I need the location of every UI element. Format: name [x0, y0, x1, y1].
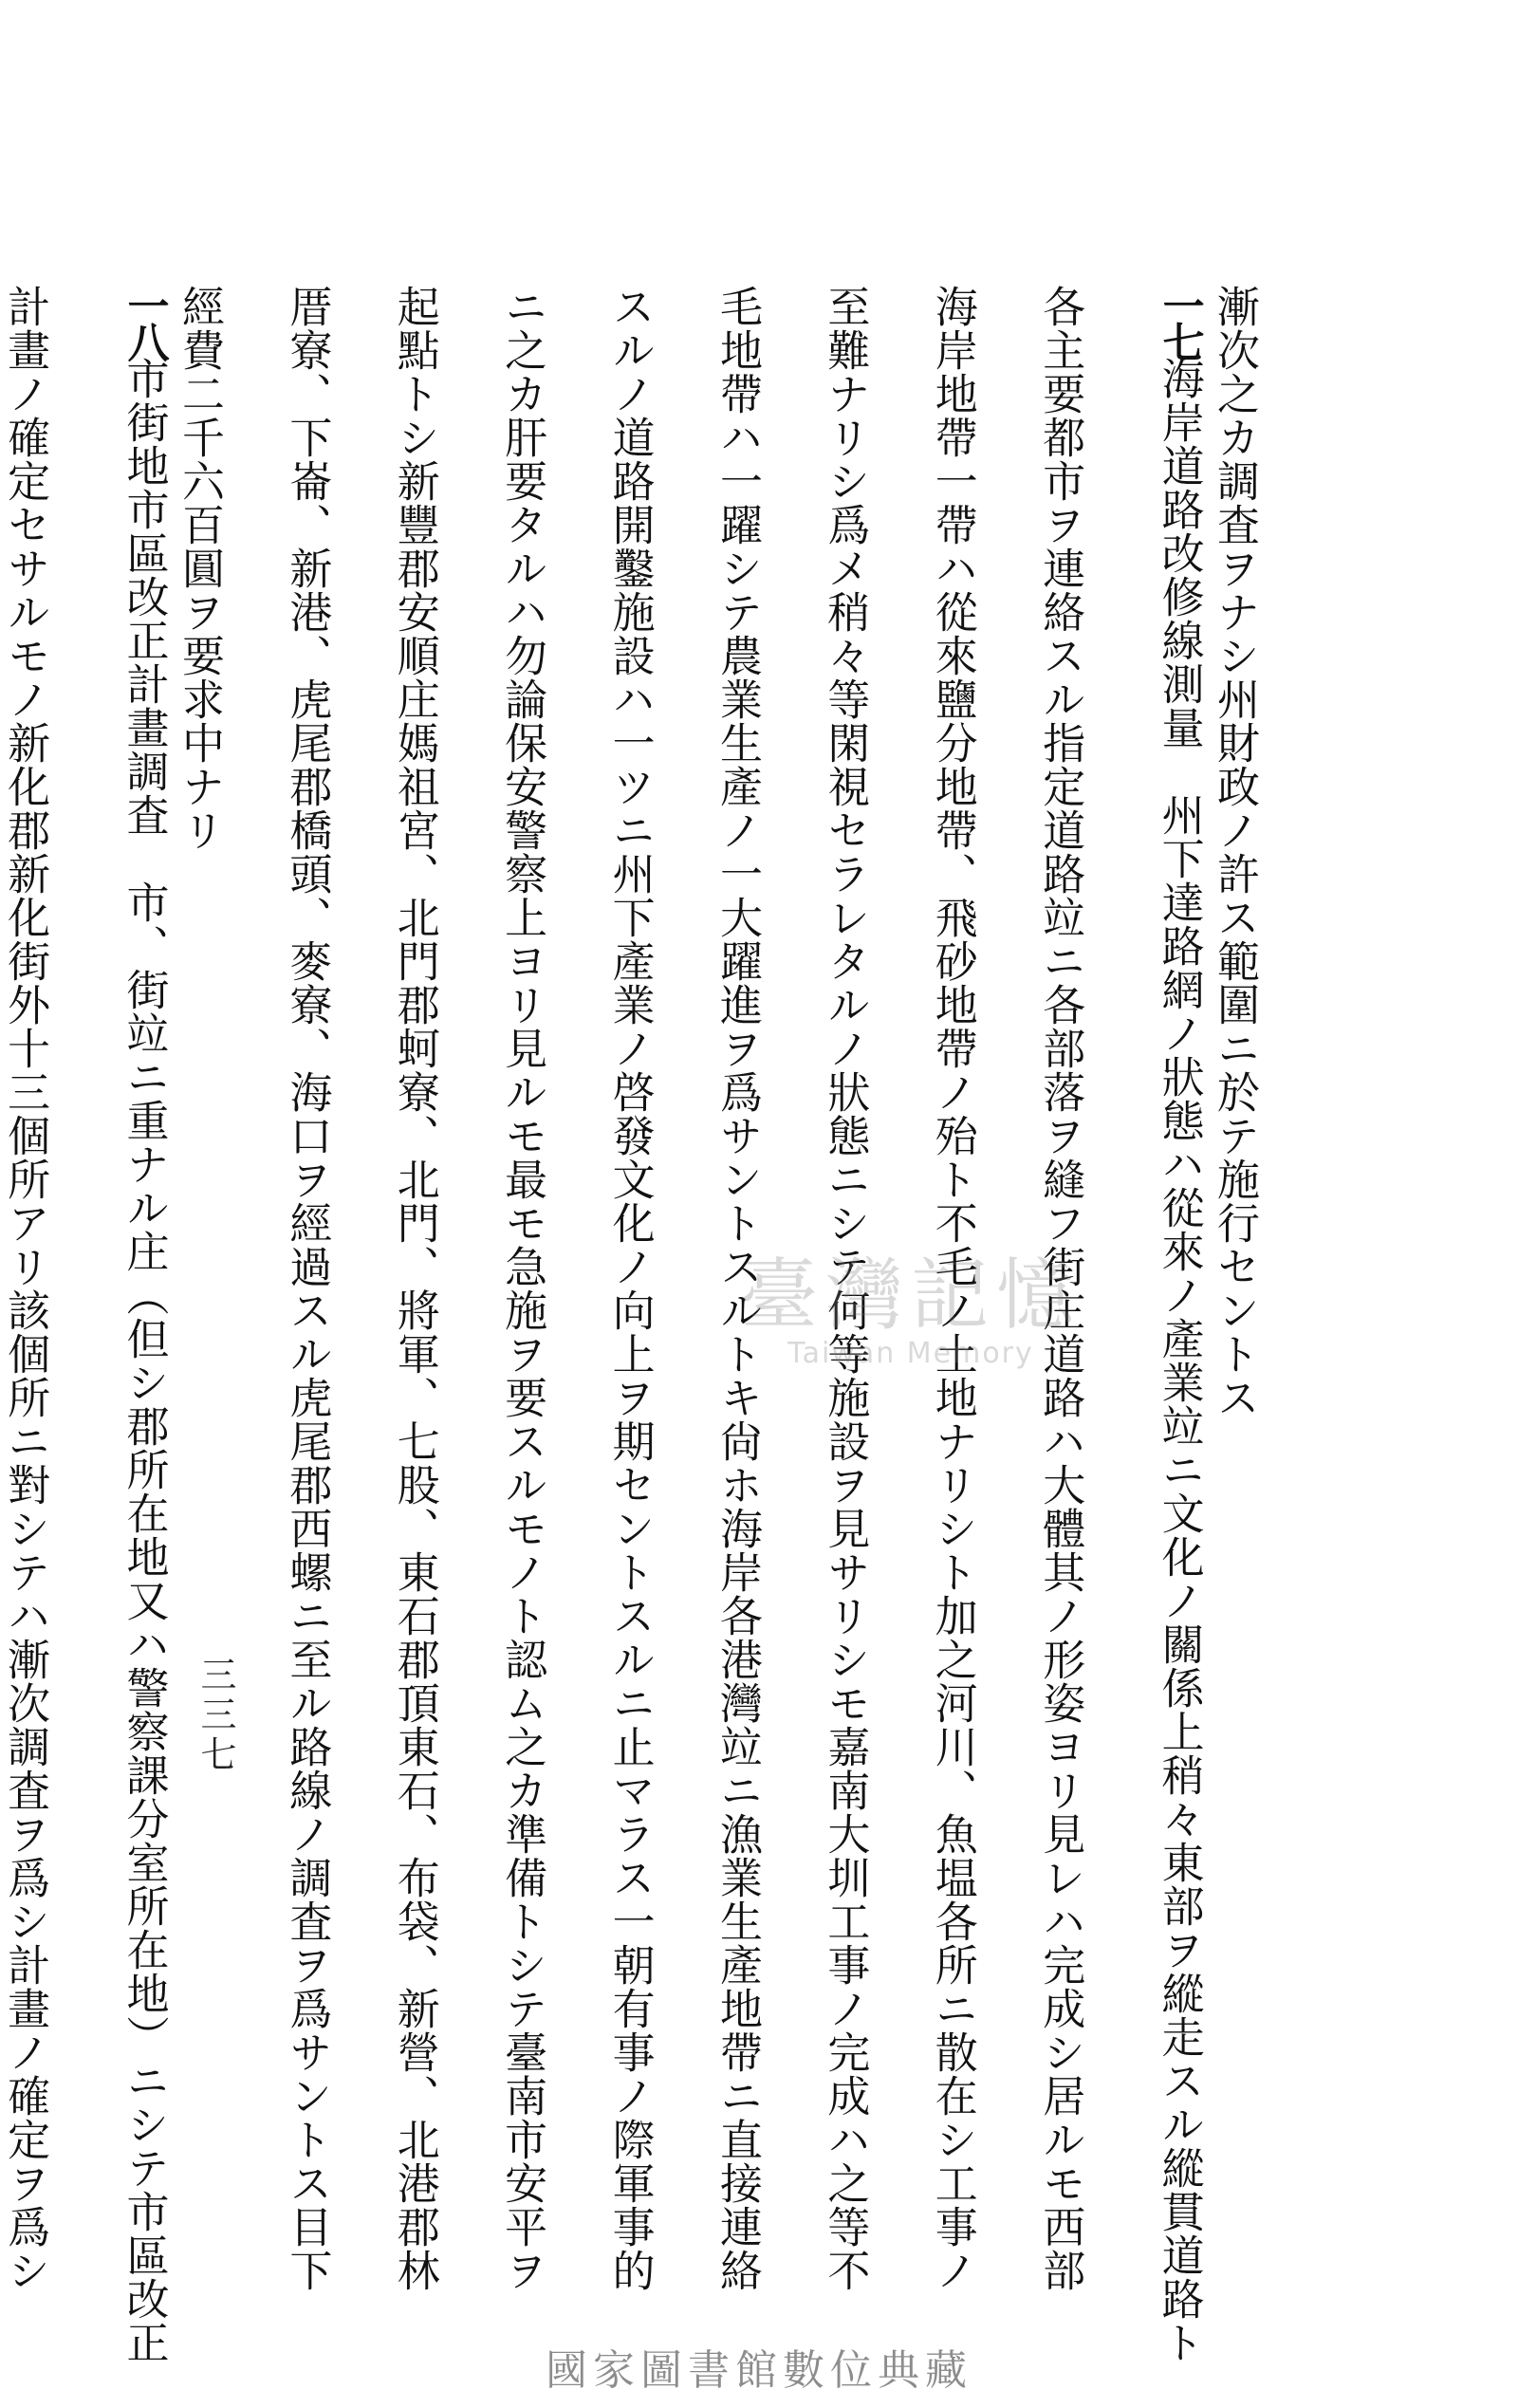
page-number: 三三七	[194, 1656, 236, 1775]
watermark-title: 臺灣記憶	[740, 1250, 1083, 1341]
column-text: 毛地帶ハ一躍シテ農業生產ノ一大躍進ヲ爲サントスルトキ尙ホ海岸各港灣竝ニ漁業生產地帶ニ直接連絡	[712, 285, 763, 2292]
text-column	[924, 285, 1031, 2292]
text-column	[104, 285, 171, 2364]
text-column	[494, 285, 602, 2292]
text-column	[0, 285, 104, 2292]
watermark-subtitle: Taiwan Memory	[787, 1337, 1034, 1370]
column-text: 各主要都市ヲ連絡スル指定道路竝ニ各部落ヲ縫フ街庄道路ハ大體其ノ形姿ヨリ見レハ完成シ居ルモ西部	[1035, 285, 1086, 2292]
section-number: 一七	[1155, 285, 1204, 357]
column-text: 至難ナリシ爲メ稍々等閑視セラレタルノ狀態ニシテ何等施設ヲ見サリシモ嘉南大圳工事ノ完成ハ之等不	[820, 285, 871, 2292]
column-text: 市街地市區改正計畫調査 市、街竝ニ重ナル庄（但シ郡所在地又ハ警察課分室所在地）ニシテ市區改正	[119, 357, 170, 2364]
text-column	[172, 285, 279, 2182]
footer-caption: 國家圖書館數位典藏	[546, 2346, 972, 2395]
text-column	[1032, 285, 1139, 2292]
text-column	[817, 285, 924, 2292]
column-text: 起點トシ新豐郡安順庄媽祖宮、北門郡蚵寮、北門、將軍、七股、東石郡頂東石、布袋、新營、北港郡林	[389, 285, 440, 2292]
section-number: 一八	[120, 285, 169, 357]
text-column	[602, 285, 709, 2292]
text-column	[710, 285, 817, 2292]
column-text: 海岸道路改修線測量 州下達路網ノ狀態ハ從來ノ產業竝ニ文化ノ關係上稍々東部ヲ縱走スル縱貫道路ト	[1154, 357, 1205, 2364]
column-text: スルノ道路開鑿施設ハ一ツニ州下產業ノ啓發文化ノ向上ヲ期セントスルニ止マラス一朝有事ノ際軍事的	[604, 285, 656, 2292]
column-text: 計畫ノ確定セサルモノ新化郡新化街外十三個所アリ該個所ニ對シテハ漸次調査ヲ爲シ計畫ノ確定ヲ爲シ	[0, 285, 51, 2292]
text-column	[1207, 285, 1314, 2182]
column-text: 海岸地帶一帶ハ從來鹽分地帶、飛砂地帶ノ殆ト不毛ノ土地ナリシト加之河川、魚塭各所ニ散在シ工事ノ	[927, 285, 978, 2292]
column-text: ニ之カ肝要タルハ勿論保安警察上ヨリ見ルモ最モ急施ヲ要スルモノト認ム之カ準備トシテ臺南市安平ヲ	[497, 285, 548, 2292]
text-column	[279, 285, 386, 2292]
vertical-text-block	[0, 285, 1314, 2364]
column-text: 厝寮、下崙、新港、虎尾郡橋頭、麥寮、海口ヲ經過スル虎尾郡西螺ニ至ル路線ノ調査ヲ爲サントス目下	[282, 285, 333, 2292]
column-text: 經費二千六百圓ヲ要求中ナリ	[174, 285, 225, 852]
text-column	[1139, 285, 1206, 2364]
text-column	[386, 285, 493, 2292]
column-text: 漸次之カ調査ヲナシ州財政ノ許ス範圍ニ於テ施行セントス	[1210, 285, 1260, 1419]
